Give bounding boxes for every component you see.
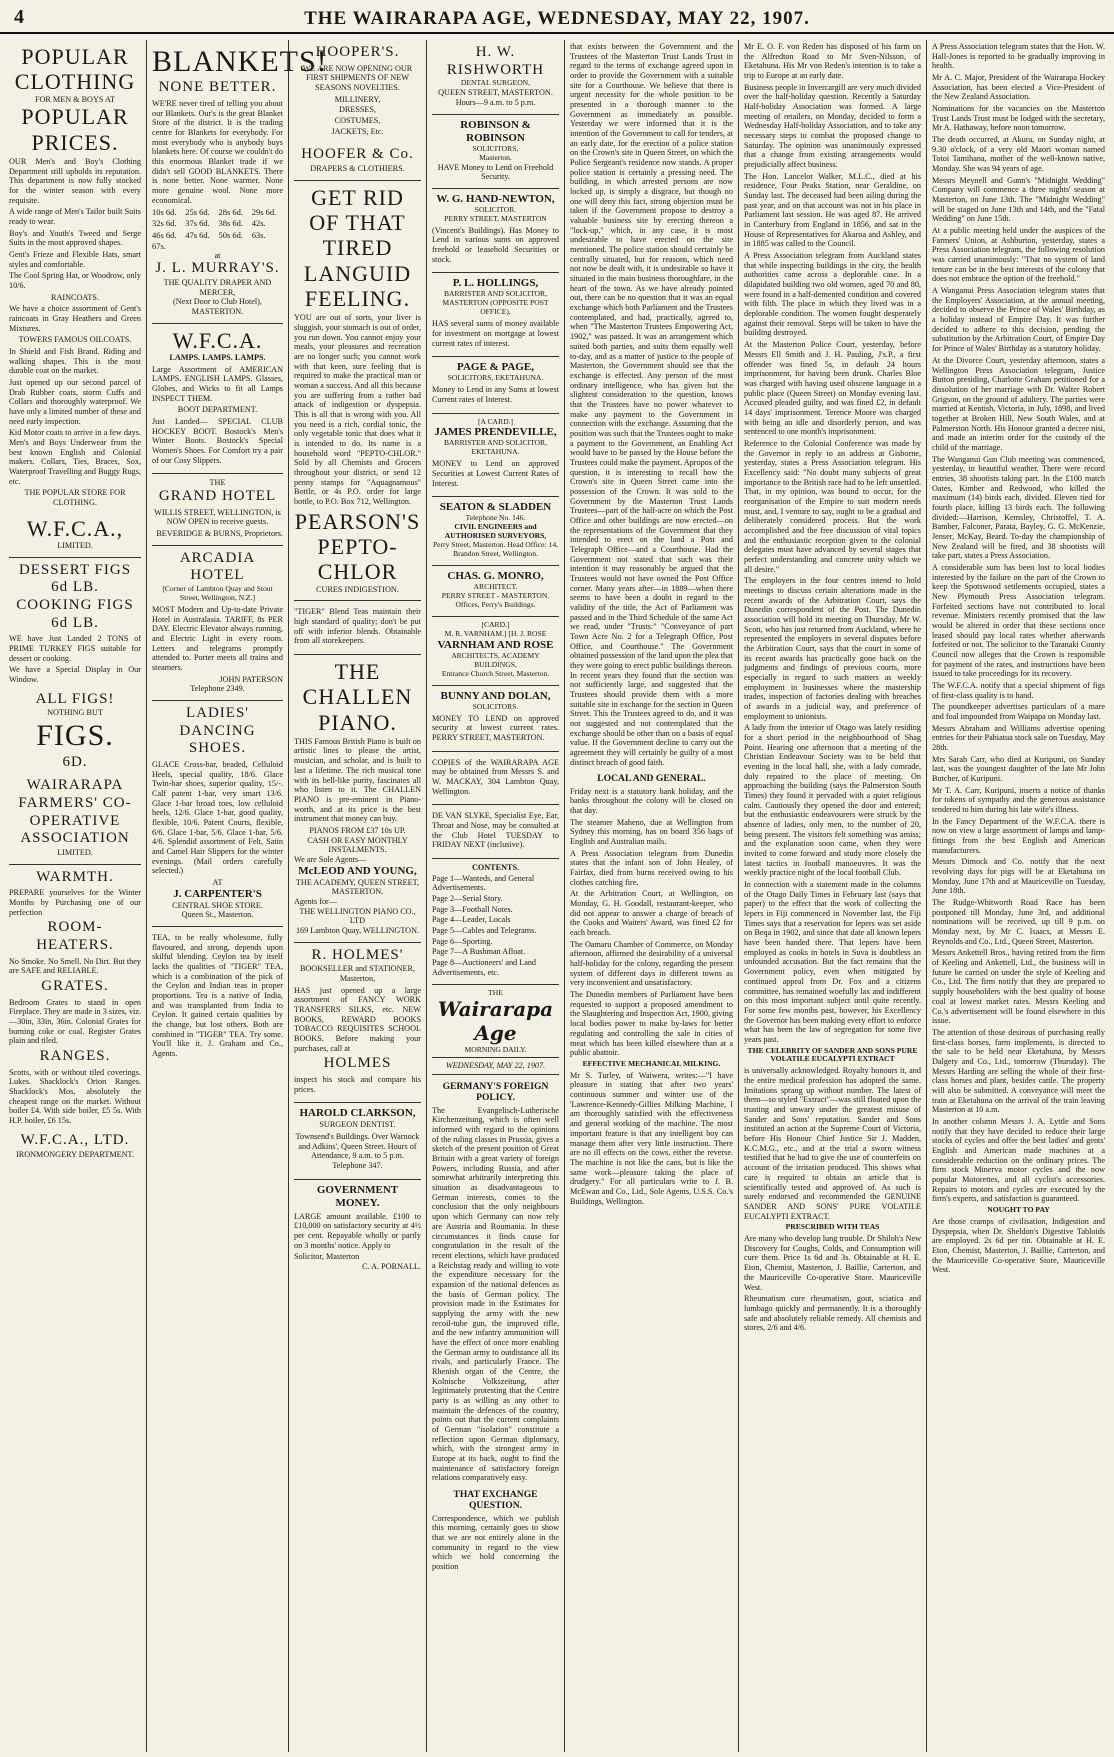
news-item: The Wanganui Gun Club meeting was commenced, yesterday, in beautiful weather. There were record entries, 38 shootists taking part. In the £100 match Oates, Kimber and Redwood, who killed the maximum (14) birds each, divided. Eleven tied for fourth place, killing 13 birds each. The following divided:—Harrison, Kemsley, Christoffel, T. A. Bamber, Falconer, Parata, Bayley, G. G. McKenzie, Jenser, McKay, Beard. To-day the championship of New Zealand will be fired, and 38 shootists will take part, states a Press Association. <box>932 454 1105 561</box>
news-item: A Wanganui Press Association telegram states that the Employers' Association, at the annual meeting, decided to observe the Prince of Wales' Birthday, as a holiday instead of Empire Day. It was further decided to adhere to this decision, pending the substitution by the Arbitration Court, of Empire Day for Prince of Wales' Birthday as a statutory holiday. <box>932 286 1105 354</box>
ad-heading: FIGS. <box>36 719 114 753</box>
news-item: Mr S. Turley, of Waiwera, writes:—"I have pleasure in stating that after two years' continuous summer and winter use of the 'Lawrence-Kennedy-Gillies Milking Machine, I am thoroughly satisfied with the effectiveness and general working of the machine. The most important feature is that any intelligent boy can manage them after very little instruction. There are no ill effects on the cows, either the reverse. The machine is not like the cans, but is like the same work—pleasure taking the place of drudgery." For all particulars write to J. B. McEwan and Co., Ltd., Sole Agents, U.S.S. Co.'s Buildings, Wellington. <box>570 1070 733 1206</box>
ad-heaters <box>9 865 141 1166</box>
ad-hoopers <box>294 40 421 181</box>
card-subheading: ARCHITECTS, ACADEMY BUILDINGS, <box>451 650 540 669</box>
card-subheading: BARRISTER AND SOLICITOR, <box>443 289 548 299</box>
price-list <box>152 207 283 250</box>
ad-figs <box>9 558 141 865</box>
list-item: MILLINERY, <box>334 94 381 104</box>
ad-price: 6d LB. <box>51 579 99 596</box>
card-address: MASTERTON (OPPOSITE POST OFFICE), <box>442 298 549 317</box>
card-subheading: SOLICITORS. <box>472 701 519 711</box>
ad-signature: JOHN PATERSON <box>219 674 283 684</box>
ad-signature: BEVERIDGE & BURNS, Proprietors. <box>156 528 283 538</box>
card-address: Masterton. <box>479 152 512 162</box>
list-item: DRESSES, <box>338 105 377 115</box>
contents-item: Page 7—A Bushman Afloat. <box>432 947 526 957</box>
card-names: M. R. VARNHAM.] [H. J. ROSE <box>444 628 547 638</box>
column-1 <box>4 40 146 1752</box>
masthead <box>0 4 1114 34</box>
ad-text: Gent's Frieze and Flexible Hats, smart styles and comfortable. <box>9 249 141 269</box>
notice-text: DE VAN SLYKE, Specialist Eye, Ear, Throat and Nose, may be consulted at the Club Hotel TUESDAY to FRIDAY NEXT (inclusive). <box>432 811 559 850</box>
card-heading: JAMES PRENDEVILLE, <box>434 426 557 439</box>
ad-text: MOST Modern and Up-to-date Private Hotel in Australasia. TARIFF, 8s PER DAY. Electric Elevator always running, and Electric Light in every room. Letters and telegrams promptly attended to. Porter meets all trains and steamers. <box>152 604 283 672</box>
ad-heading: McLEOD AND YOUNG, <box>298 864 417 877</box>
news-item: Are many who develop lung trouble. Dr Shiloh's New Discovery for Coughs, Colds, and Consumption will cure them. Price 1s 6d and 3s. Obtainable at H. E. Eton, Chemist, Masterton, J. Baillie, Carterton, and the Mauriceville Co-operative Store. Mauriceville West. <box>744 1234 921 1292</box>
news-item: In another column Messrs J. A. Lyttle and Sons notify that they have decided to reduce their large stocks of cycles and offer the best ladies' and gents' English and American made machines at a considerable reduction on the ordinary prices. The firm stock Minerva motor cycles and the now popular Motorettes, and all cyclist's accessories. Repairs to motors and cycles are executed by the firm's experts, and satisfaction is guaranteed. <box>932 1116 1105 1204</box>
price: 28s 6d. <box>218 207 244 218</box>
column-5 <box>564 40 738 1752</box>
list-item: JACKETS, Etc. <box>331 126 384 136</box>
ad-subheading: SURGEON DENTIST. <box>319 1120 396 1130</box>
ad-text: Large Assortment of AMERICAN LAMPS. ENGLISH LAMPS. Glasses, Globes, and Wicks to fit all Lamps INSPECT THEM. <box>152 364 283 403</box>
ad-heading: BLANKETS! <box>152 45 328 78</box>
column-4 <box>426 40 564 1752</box>
news-item: Mr E. O. F. von Reden has disposed of his farm on the Alfredton Road to Mr Sven-Nilsson, of Eketahuna. His Mr von Reden's intention is to take a trip to Europe at an early date. <box>744 42 921 81</box>
card-label: [A CARD.] <box>477 416 514 426</box>
news-item: Friday next is a statutory bank holiday, and the banks throughout the colony will be closed on that day. <box>570 786 733 816</box>
ad-clarkson <box>294 1103 421 1179</box>
ad-lamps <box>152 324 283 475</box>
card-address: PERRY STREET - MASTERTON. Offices, Perry's Buildings. <box>441 591 550 609</box>
ad-subheading: FOR MEN & BOYS AT <box>34 94 116 104</box>
ad-text: THIS Famous British Piano is built on artistic lines to please the artist, musician, and scholar, and is built to last a lifetime. The rich musical tone with its bell-like purity, fascinates all who listen to it. The CHALLEN PIANO is pre-eminent in Piano-worth, and at its price is the best instrument that money can buy. <box>294 736 421 824</box>
article-heading: LOCAL AND GENERAL. <box>597 773 706 785</box>
ad-text: TEA, to be really wholesome, fully flavoured, and strong, depends upon skilful blending. Ceylon tea by itself lacks the qualities of "TIGER" TEA, which is a combination of the pick of the Ceylon and Indian teas in proper proportions. Tea is a native of India, and was transplanted from India to Ceylon. It gained certain qualities by the change, but lost others. Both are combined in "TIGER" TEA. Try some. You'll like it. J. Graham and Co., Agents. <box>152 933 283 1059</box>
ad-heading: DESSERT FIGS <box>18 561 132 578</box>
news-item: The Oamaru Chamber of Commerce, on Monday afternoon, affirmed the desirability of a universal half-holiday for the colony, regarding the present system of different days in different towns as very inconvenient and unsatisfactory. <box>570 939 733 988</box>
ad-address: Masterton, <box>339 973 376 983</box>
ad-tiger-blend <box>294 601 421 655</box>
ad-blankets <box>152 40 328 324</box>
ad-text: at <box>214 250 221 260</box>
contents-item: Page 2—Serial Story. <box>432 894 503 903</box>
card-text: MONEY TO LEND on approved security at lowest current rates. PERRY STREET, MASTERTON. <box>432 713 559 742</box>
ad-heading: HOOPER'S. <box>315 44 400 60</box>
news-item: The Dunedin members of Parliament have been requested to support a proposed amendment to the Slaughtering and Inspection Act, 1900, giving local bodies power to make by-laws for better regulating and controlling the sale in cities of meat which has been killed elsewhere than at a public abattoir. <box>570 990 733 1058</box>
news-item: At the Divorce Court, yesterday afternoon, states a Wellington Press Association telegram, Justice Button presiding, Charlotte Graham petitioned for a dissolution of her marriage with Dr. Walter Robert Grigson, on the ground of adultery. The parties were married at Kentish, Victoria, in July, 1898, and lived together at Broken Hill, New South Wales, and at Palmerston North. His Honour granted a decree nisi, and made an interim order for the custody of the child of the marriage. <box>932 355 1105 452</box>
ad-heading: GET RID OF THAT TIRED LANGUID FEELING. <box>303 184 412 311</box>
ad-text: Just opened up our second parcel of Drab Rubber coats, storm Cuffs and Collars and thoroughly waterproof. We have only a limited number of these and need early inspection. <box>9 377 141 426</box>
news-item: Messrs Meynell and Gunn's "Midnight Wedding" Company will commence a three nights' season at Masterton, on June 13th. The "Midnight Wedding" will be staged on June 13th and 14th, and the "Fatal Wedding" on June 15th. <box>932 175 1105 224</box>
news-item: A Press Association telegram from Auckland states that while inspecting buildings in the city, the health authorities came across a deplorable case. In a dilapidated building two old women, aged 70 and 80, were found in a half-demented condition and covered with filth. The place in which they lived was in a deplorable condition. The women fought desperately against their removal. Steps will be taken to have the building destroyed. <box>744 251 921 338</box>
price: 25s 6d. <box>185 207 210 218</box>
ad-subheading: LAMPS. LAMPS. LAMPS. <box>169 352 266 362</box>
nameplate-title: Wairarapa Age <box>437 997 554 1045</box>
ad-heading: POPULAR CLOTHING <box>14 44 136 95</box>
ad-text: Townsend's Buildings. Over Warnock and Adkins', Queen Street. Hours of Attendance, 9 a.m. to 5 p.m. Telephone 347. <box>295 1131 420 1170</box>
ad-text: Boy's and Youth's Tweed and Serge Suits in the most approved shapes. <box>9 228 141 248</box>
ad-text: Just Landed— SPECIAL CLUB HOCKEY BOOT. Bostock's Men's Winter Boots. Bostock's Special Women's Shoes. For Comfort try a pair of our Cosy Slippers. <box>152 416 283 465</box>
card-text: Money to Lend in any Sums at lowest Current rates of Interest. <box>432 385 559 404</box>
card-subheading: DENTAL SURGEON, <box>460 78 531 88</box>
card-text: HAVE Money to Lend on Freehold Security. <box>437 162 554 182</box>
ad-challen-piano <box>294 655 421 943</box>
ad-heading: GRATES. <box>41 978 109 995</box>
news-item: A considerable sum has been lost to local bodies interested by the failure on the part of the Crown to keep the Spotswood settlements occupied, states a New Plymouth Press Association telegram. Forfeited sections have not contributed to local revenue. Ministers recently promised that the law would be altered in order that these sections once leased should pay local rates whether afterwards forfeited or not. The solicitor to the Taranaki County Council now alleges that the Crown is responsible for payment of the rates, and instructions have been issued to take proceedings for its recovery. <box>932 562 1105 679</box>
card-address: QUEEN STREET, MASTERTON. <box>438 88 553 98</box>
ad-text: We have a choice assortment of Gent's raincoats in Gray Heathers and Green Mixtures. <box>9 304 141 333</box>
ad-heading: WAIRARAPA FARMERS' CO-OPERATIVE ASSOCIATION <box>18 777 132 847</box>
ad-subheading: RAINCOATS. <box>51 292 99 302</box>
card-seaton-sladden <box>432 497 559 566</box>
card-subheading: SOLICITOR. <box>474 204 517 214</box>
notice-copies <box>432 752 559 806</box>
ad-subheading: THE QUALITY DRAPER AND MERCER, <box>163 277 272 297</box>
ad-heading: GOVERNMENT MONEY. <box>316 1183 399 1209</box>
ad-text: PREPARE yourselves for the Winter Months by Purchasing one of our perfection <box>9 888 141 917</box>
ad-heading: HOOFER & Co. <box>301 146 414 163</box>
ad-tiger-tea <box>152 927 283 1067</box>
ad-popular-clothing <box>9 40 141 558</box>
news-item: Are those cramps of civilisation, Indigestion and Dyspepsia, when Dr. Sheldon's Digestive Tabloids are employed. 2s 6d per tin. Obtainable at H. E. Eton, Chemist, Masterton, J. Baillie, Carterton, and the Mauriceville Co-operative Store, Mauriceville West. <box>932 1216 1105 1275</box>
news-item: A lady from the interior of Otago was lately residing for a short period in the neighbourhood of Shag Point. Hearing one afternoon that a meeting of the Christian Endeavour Society was to be held that evening in the local hall, she, with a lady comrade, duly repaired to the place of meeting. On approaching the building (says the Palmerston South Times) they found it pervaded with a quiet religious calm. Cautiously they opened the door and entered; but the enthusiastic endeavourers were struck by the absence of ladies, only men, to the number of 20, being present. The visitors felt something was amiss; and the explanation soon came, when they were invited to come forward and study more closely the latest tactics in football manoeuvres. It was the weekly practice night of the local football Club. <box>744 723 921 878</box>
ad-heading: HAROLD CLARKSON, <box>299 1107 416 1120</box>
contents-item: Page 3—Football Notes. <box>432 904 513 914</box>
card-varnham-rose <box>432 617 559 686</box>
price: 42s. <box>251 218 266 229</box>
news-item: At the Masterton Police Court, yesterday, before Messrs Ell Smith and J. H. Pauling, J's.P., a first offender was fined 5s, in default 24 hours imprisonment, for having been drunk. Charles Bloe was charged with having used obscene language in a public place (Queen Street) on Monday evening last. Accused pleaded guilty, and was fined £2, in default 14 days' imprisonment. Terence Moore was charged with being an idle and disorderly person, and was sentenced to one month's imprisonment. <box>744 340 921 437</box>
ad-grand-hotel <box>152 474 283 545</box>
news-item: Rheumatism cure rheumatism, gout, sciatica and lumbago quickly and permanently. It is a thoroughly safe and absolutely reliable remedy. All chemists and stores, 2/6 and 4/6. <box>744 1294 921 1333</box>
article-text: Correspondence, which we publish this morning, certainly goes to show that we are not entirely alone in the community in regard to the view which we hold concerning the position <box>432 1513 559 1571</box>
ad-text: CASH OR EASY MONTHLY INSTALMENTS. <box>307 835 408 855</box>
ad-heading: ARCADIA HOTEL <box>179 549 256 584</box>
ad-heading: W.F.C.A. <box>172 327 263 353</box>
news-item: Nominations for the vacancies on the Masterton Trust Lands Trust must be lodged with the secretary, Mr A. Hathaway, before noon tomorrow. <box>932 104 1105 133</box>
ad-text: WE ARE NOW OPENING OUR FIRST SHIPMENTS OF NEW SEASONS NOVELTIES. <box>302 63 413 93</box>
ad-heading: ROOM-HEATERS. <box>36 919 114 954</box>
notice-text: COPIES of the WAIRARAPA AGE may be obtained from Messrs S. and W. MACKAY, 304 Lambton Quay, Wellington. <box>432 757 559 796</box>
contents-item: Page 8—Auctioneers' and Land Advertisements, etc. <box>432 958 537 977</box>
ad-text: Solicitor, Masterton <box>294 1252 360 1262</box>
ad-text: OUR Men's and Boy's Clothing Department still upholds its reputation. This department is now fully stocked for the winter season with every requisite. <box>9 156 141 205</box>
news-item: The steamer Maheno, due at Wellington from Sydney this morning, has on board 356 bags of English and Australian mails. <box>570 817 733 847</box>
list-item: COSTUMES, <box>334 116 381 126</box>
news-item: The W.F.C.A. notify that a special shipment of figs of first-class quality is to hand. <box>932 681 1105 700</box>
ad-heading: HOLMES <box>323 1055 392 1072</box>
ad-address: 169 Lambton Quay, WELLINGTON. <box>295 925 420 935</box>
ad-price: 6D. <box>62 753 88 770</box>
card-hand-newton <box>432 189 559 274</box>
card-subheading: BARRISTER AND SOLICITOR, EKETAHUNA. <box>443 438 548 457</box>
news-item: Messrs Dimock and Co. notify that the next revolving days for pigs will be at Eketahuna on Monday, June 17th and at Mauriceville on Tuesday, June 18th. <box>932 857 1105 896</box>
news-item: Mr T. A. Carr, Kuripuni, inserts a notice of thanks for tokens of sympathy and the generous assistance tendered to him during his late wife's illness. <box>932 785 1105 815</box>
ad-tagline: THE POPULAR STORE FOR CLOTHING. <box>24 488 126 508</box>
card-text: (Vincent's Buildings). Has Money to Lend in various sums on approved freehold or leasehold Securities or stock. <box>432 225 559 264</box>
ad-arcadia-hotel <box>152 546 283 701</box>
ad-text: inspect his stock and compare his prices. <box>294 1074 421 1094</box>
news-item: Reference to the Colonial Conference was made by the Governor in reply to an address at Gisborne, yesterday, states a Press Association telegram. His Excellency said: "No doubt many subjects of great importance to the British race had to be left unsettled. That, in my opinion, was bound to occur, for the reorganisation of the Empire to suit modern needs must, and, I venture to say, ought to be a gradual and deliberately considered process. But the work accomplished and the free discussion of vital topics and the enthusiastic reception given to the colonial delegates must have advanced by several stages that perfect understanding and concrete unity which we all desire." <box>744 438 921 574</box>
ad-government-money <box>294 1180 421 1278</box>
card-heading: PAGE & PAGE, <box>457 361 534 374</box>
ad-text: AT <box>212 878 223 888</box>
ad-heading: GRAND HOTEL <box>158 487 277 504</box>
column-3 <box>288 40 426 1752</box>
ad-heading: J. L. MURRAY'S. <box>155 260 280 277</box>
ad-subheading: BOOKSELLER and STATIONER, <box>299 964 416 974</box>
price: 29s 6d. <box>251 207 277 218</box>
news-item: The poundkeeper advertises particulars of a mare and foal impounded from Waipapa on Monday last. <box>932 702 1105 722</box>
card-address: Perry Street, Masterton. Head Office: 14, Brandon Street, Wellington. <box>432 540 559 559</box>
ad-heading: PEARSON'S PEPTO-CHLOR <box>294 508 421 585</box>
ad-subheading: THE WELLINGTON PIANO CO., LTD <box>299 906 416 926</box>
contents-item: Page 4—Leader, Locals <box>432 915 511 925</box>
ad-text: Scotts, with or without tiled coverings. Lukes. Shacklock's Orion Ranges. Shacklock's Mos, absolutely the cheapest range on the market. Without boiler £4. With side boiler, £5 5s. With H.P. boiler, £6 15s. <box>9 1067 141 1126</box>
card-address: Entrance Church Street, Masterton. <box>441 668 550 678</box>
card-text: HAS several sums of money available for investment on mortgage at lowest current rates of interest. <box>432 319 559 348</box>
article-heading: GERMANY'S FOREIGN POLICY. <box>442 1081 549 1104</box>
card-text: Hours—9 a.m. to 5 p.m. <box>455 98 536 107</box>
dateline: WEDNESDAY, MAY 22, 1907. <box>445 1061 546 1071</box>
card-heading: W. G. HAND-NEWTON, <box>436 192 555 205</box>
ad-text: WE have Just Landed 2 TONS of PRIME TURKEY FIGS suitable for dessert or cooking. <box>9 634 141 663</box>
ad-subheading: LIMITED. <box>57 541 93 550</box>
ad-text: WE'RE never tired of telling you about our Blankets. Our's is the great Blanket Store of the district. It is the trading centre for Blankets for everybody. For most everybody who is anybody buys blankets here. Of course we couldn't do this enormous Blanket trade if we didn't sell GOOD BLANKETS. There is none better. None warmer. None more genuine wool. None more economical. <box>152 99 283 205</box>
ad-subheading: CURES INDIGESTION. <box>316 584 399 594</box>
news-item: The Hon. Lancelot Walker, M.L.C., died at his residence, Four Peaks Station, near Geraldine, on Sunday last. The deceased had been ailing during the past year, and on that account was not in his place in Parliament last session. He was aged 87. He arrived in Canterbury from England in 1856, and sat in the House of Representatives for Akaroa and Ashley, and in 1885 was called to the Council. <box>744 171 921 249</box>
price: 37s 6d. <box>185 218 210 229</box>
ad-price: PIANOS FROM £37 10s UP. <box>309 825 406 835</box>
news-subheading: THE CELEBRITY OF SANDER AND SONS PURE VOLATILE EUCALYPTI EXTRACT <box>747 1045 918 1064</box>
card-prendeville <box>432 414 559 498</box>
news-item: The attention of those desirous of purchasing really first-class horses, farm implements, is directed to the sale to be held near Eketahuna, by Messrs Dalgety and Co., Ltd., tomorrow (Thursday). The Messrs Harding are selling the whole of their first-class horses and plant, besides cattle. The property will also be submitted. A conveyance will meet the train at Eketahuna on the arrival of the train leaving Masterton at 10 a.m. <box>932 1027 1105 1115</box>
ad-signature: C. A. PORNALL. <box>362 1261 421 1271</box>
contents-list <box>432 874 559 978</box>
news-item: Messrs Ankettell Bros., having retired from the firm of Keeling and Ankettell, Ltd., the business will in future be carried on under the style of Keeling and Co., Ltd. The firm notify that they are prepared to supply householders with the best quality of house coal at lowest market rates. Messrs Keeling and Co.'s advertisement will be found elsewhere in this issue. <box>932 948 1105 1026</box>
card-text: MONEY to Lend on approved Securities at Lowest Current Rates of Interest. <box>432 459 559 488</box>
price: 67s. <box>152 240 166 251</box>
news-item: At a public meeting held under the auspices of the Farmers' Union, at Ashburton, yesterday, states a Press Association telegram, the following resolution was carried unanimously: "That no system of land tenure can be in the best interests of the colony that does not embrace the option of the freehold." <box>932 226 1105 284</box>
ad-subheading: IRONMONGERY DEPARTMENT. <box>16 1149 134 1159</box>
card-heading: SEATON & SLADDEN <box>439 501 552 514</box>
card-page-page <box>432 357 559 413</box>
card-rishworth <box>432 40 559 115</box>
news-item: Mrs Sarah Carr, who died at Kuripuni, on Sunday last, was the youngest daughter of the late Mr John Butcher, of Kuripuni. <box>932 754 1105 784</box>
price: 63s. <box>251 229 266 240</box>
column-7 <box>926 40 1110 1752</box>
price: 10s 6d. <box>152 207 177 218</box>
ad-phone: Telephone 2349. <box>190 684 245 694</box>
card-subheading: SOLICITORS, EKETAHUNA. <box>447 373 544 383</box>
article-text: The Evangelisch-Lutherische Kirchenzeitung, which is often well informed with regard to the opinions of the ruling classes in Prussia, gives a sketch of the present position of Great Britain with a great variety of foreign Powers, including Russia, and after somewhat arbitrarily interpreting this situation as disadvantageous to German interests, comes to the conclusion that the only neighbours upon which Germany can now rely are Austria and Roumania. In these circumstances it finds cause for congratulation in the result of the recent elections, which have produced a Reichstag ready and willing to vote the expenditure necessary for the expansion of the national defences as the basis of German policy. The provision made in the Estimates for supplying the army with the new recoil-tube gun, the improved rifle, and the new infantry ammunition will have the effect of once more enabling the German army to outdistance all its rivals, and particularly France. The Rhenish organ of the Centre, the Kolnische Volkszeitung, after legitimately protesting that the Centre party is as willing as any other to maintain the defences of the country, points out that the current complaints of German "isolation" constitute a reflection upon German diplomacy, which, with the strongest army in Europe at its back, ought to find the maintenance of satisfactory foreign relations comparatively easy. <box>432 1105 559 1483</box>
price: 38s 6d. <box>218 218 244 229</box>
ad-heading: J. CARPENTER'S <box>173 887 262 900</box>
ad-text: HAS just opened up a large assortment of FANCY WORK TRANSFERS SILKS, etc. NEW BOOKS, REWARD BOOKS TOBACCO REQUISITES SCHOOL BOOKS. Before making your purchases, call at <box>294 985 421 1053</box>
masthead-title: THE WAIRARAPA AGE, WEDNESDAY, MAY 22, 1907. <box>304 8 810 29</box>
ad-pepto-chlor <box>294 181 421 601</box>
ad-text: Bedroom Grates to stand in open Fireplace. They are made in 3 sizes, viz.—30in, 33in, 36in. Colonial Grates for burning coke or coal. Register Grates plain and tiled. <box>9 997 141 1046</box>
ad-list <box>294 95 421 137</box>
notice-van-slyke <box>432 805 559 859</box>
card-subheading: SOLICITORS, <box>472 143 519 153</box>
card-subheading: ARCHITECT. <box>473 582 518 592</box>
news-subheading: PRESCRIBED WITH TEAS <box>785 1222 880 1232</box>
article-text: that exists between the Government and the Trustees of the Masterton Trust Lands Trust in regard to the terms of exchange agreed upon in order to provide the Government with a suitable site for a Courthouse. We believe that there is urgent necessity for the whole position to be presented in a thorough manner to the Government as immediately as possible. Yesterday we were informed that it is the intention of the Government to call for tenders, at an early date, for the erection of a police station on the Crown's site in Queen Street, on which the Police Sergeant's residence now stands. A proper police station is certainly a pressing need. The building, in which arrested persons are now locked up, is simply a disgrace, but though no one will deny this fact, strong objection must be taken if the Government propose to destroy a valuable business site by erecting thereon a "lock-up," which, in any case, it is most undesirable to have erected on the site mentioned. The police station should certainly be centrally situated, but for reasons, which need not now be dealt with, it is undesirable so have it situated in the main business thoroughfare, in the heart of the town. As we have already pointed out, there can be no question that it was an equal exchange which both Parliament and the Trustees contemplated, and had, practically, agreed to, when "The Masterton Trustees Empowering Act, 1902," was passed. It was an arrangement which suited both parties, and suits them equally well to-day, and as a matter of justice to the people of Masterton, the Government should see that the exchange is effected. Any person of the most ordinary intelligence, who has given but the slightest consideration to the question, knows that the Trustees have no power whatever to make any payment to the Government in connection with the exchange. Assuming that the position was such that the Trustees ought to make a payment to the Government, an Enabling Act would have to be passed by the House before the Trustees could make the payment. Apropos of the question, it is interesting to recall how the Crown's site in Queen Street came into the possession of the Crown. It was sold to the Government by the Masterton Trust Lands Trustees—part of the half-acre on which the Post Office and other buildings are now erected—on the representations of the Government that they intended to erect on the land a Post and Telegraph Office—and a Courthouse. Had the Government not stated that such was their intention it may reasonably be argued that the Trustees would not have owned the Post Office corner. Many years after—in 1889—when there seems to have been a doubt in regard to the validity of the title, the Act of Parliament was passed and in the Third Schedule of the same Act we read, under "Trusts:" "Conveyance of part Town Acre No. 2 for a Telegraph Office, Post Office, and Courthouse." The Government obtained possession of the land upon the plea that they were going to erect public buildings thereon. In recent years they found that the section was not sufficiently large, and suggested that the Trustees should provide them with a more suitable site in exchange for the section in Queen Street. This the Trustees agreed to do, and it was not suggested and not contemplated that the exchange should be other than on a basis of equal value. If the Government decline to carry out the agreement they will certainly be guilty of a most distinct breach of good faith. <box>570 42 733 767</box>
card-heading: BUNNY AND DOLAN, <box>440 689 551 702</box>
news-item: The death occurred, at Akura, on Sunday night, at 9.30 o'clock, of a very old Maori woman named Totoi Tamihana, mother of the well-known native, Monday. She was 94 years of age. <box>932 135 1105 174</box>
ad-subheading: TOWERS FAMOUS OILCOATS. <box>18 335 132 345</box>
news-item: At the Arbitration Court, at Wellington, on Monday, G. H. Goodall, restaurant-keeper, who did not appear to answer a charge of breach of the Cooks and Waiters' Award, was fined £2 for each breach. <box>570 889 733 938</box>
news-subheading: EFFECTIVE MECHANICAL MILKING. <box>582 1058 721 1068</box>
contents-item: Page 1—Wanteds, and General Advertisements. <box>432 873 535 893</box>
page-number: 4 <box>14 6 24 28</box>
contents-item: Page 5—Cables and Telegrams. <box>432 926 537 936</box>
ad-heading: W.F.C.A., <box>26 515 124 541</box>
contents-box <box>432 859 559 985</box>
ad-text: THE <box>209 478 226 488</box>
ad-text: YOU are out of sorts, your liver is sluggish, your stomach is out of order, you run down. You cannot enjoy your meals, your pleasures and recreation are no longer such; you cannot work with that keen, sure feeling that is required to make the practical man or woman a success. And all this because you are suffering from a rather bad attack of indigestion or dyspepsia. This is all that is wrong with you. All you need is a rich, cordial tonic, the only vegetable tonic that does what it is intended to do. Its name is a household word "PEPTO-CHLOR." Sold by all Chemists and Grocers throughout your district, or send 12 penny stamps for "Aquagnamous" Bottle, or 4s P.O. order for large bottle, to P.O. Box 712, Wellington. <box>294 313 421 506</box>
ad-text: We are Sole Agents— <box>294 854 367 864</box>
ad-heading: POPULAR PRICES. <box>21 104 129 155</box>
ad-address: (Next Door to Club Hotel), MASTERTON. <box>173 297 262 316</box>
ad-address: Queen St., Masterton. <box>181 910 254 920</box>
card-monro <box>432 566 559 617</box>
news-item: Business people in Invercargill are very much divided over the half-holiday question. Recently a Saturday Half-holiday Association was formed. A large meeting of retailers, on Monday, decided to form a Wednesday Half-holiday Association, and to take any necessary steps to combat the proposed change to Saturday. The opinion was unanimously expressed that a change from existing arrangements would prejudicially affect business. <box>744 82 921 170</box>
card-heading: VARNHAM AND ROSE <box>437 638 554 651</box>
ad-holmes <box>294 943 421 1104</box>
news-item: Messrs Abraham and Williams advertise opening entries for their Pahiatua stock sale on Tuesday, May 28th. <box>932 723 1105 753</box>
ad-subheading: BOOT DEPARTMENT. <box>177 405 258 415</box>
ad-text: GLACE Cross-bar, beaded, Celluloid Heels, special quality, 18/6. Glace Twin-bar shoes, superior quality, 15/-. Calf patent 1-bar, very smart 13/6. Glace 1-bar broad toes, low celluloid heels, 12/6. Glace 1-bar, good quality, flexible, 10/6. Patent Courts, flexible, 6/6. Glace 1-bar, 5/6. Glace 1-bar, 5/6. 4/6. Splendid assortment of Felt, Satin and Camel Hair Slippers for the winter evenings. (Mail orders carefully selected.) <box>152 760 283 876</box>
ad-subheading: DRAPERS & CLOTHIERS. <box>310 164 405 174</box>
ad-text: "TIGER" Blend Teas maintain their high standard of quality; don't be put off with inferior blends. Obtainable from all storekeepers. <box>294 607 421 646</box>
news-item: A Press Association telegram states that the Hon. W. Hall-Jones is reported to be gradually improving in health. <box>932 42 1105 71</box>
news-item: A Press Association telegram from Dunedin states that the infant son of John Healey, of Fairfax, died from burns received owing to his clothes catching fire. <box>570 848 733 887</box>
ad-text: In Shield and Fish Brand. Riding and walking shapes. This is the most durable coat on the market. <box>9 346 141 376</box>
ad-text: Agents for— <box>294 896 337 906</box>
card-bunny-dolan <box>432 686 559 752</box>
card-robinson <box>432 115 559 189</box>
ad-heading: RANGES. <box>39 1048 111 1065</box>
news-item: is universally acknowledged. Royalty honours it, and the entire medical profession has adopted the same. Imitations sprang up without number. The latest of them—so styled "Extract"—was still floated upon the trusting and unwary under the greatest misuse of Sander and Sons' reputation. Sander and Sons instituted an action at the Supreme Court of Victoria, before His Honour Chief Justice Sir J. Madden, K.C.M.G., etc., and at the trial a sworn witness testified that he had to give the use of counterfeits on account of the irritation produced. This shows what care is required to obtain an article that is scientifically tested and approved of. As such is surely endorsed and recommended the GENUINE SANDER AND SONS' PURE VOLATILE EUCALYPTI EXTRACT. <box>744 1066 921 1221</box>
ad-subheading: NOTHING BUT <box>47 708 103 718</box>
price: 50s 6d. <box>218 229 244 240</box>
price: 46s 6d. <box>152 229 177 240</box>
ad-heading: ALL FIGS! <box>35 690 115 707</box>
news-item: The Rudge-Whitworth Road Race has been postponed till Monday, June 3rd, and additional nominations will be received, up till 9 p.m. on Monday next, by Mr C. Isaacs, at Messrs E. Reynolds and Co., Ltd., Queen Street, Masterton. <box>932 898 1105 946</box>
card-heading: P. L. HOLLINGS, <box>452 277 539 290</box>
ad-heading: WARMTH. <box>36 868 114 885</box>
card-heading: CHAS. G. MONRO, <box>447 570 544 583</box>
ad-subheading: CENTRAL SHOE STORE. <box>172 900 263 910</box>
news-item: The employers in the four centres intend to hold meetings to discuss certain alterations made in the recent awards of the Arbitration Court, says the Dunedin correspondent of the Post. The Dunedin association will hold its meeting on Thursday. Mr W. Scott, who has just returned from Auckland, where he represented the employers in several disputes before the Arbitration Court, says that the court in some of its recent awards has practically gone back on the judgments and findings of previous courts, more especially in regard to such matters as weekly employment in businesses where the mastership trades, inspection of factories dealing with breaches of awards in a judicial way, and preference of employment to unionists. <box>744 576 921 721</box>
card-subheading: CIVIL ENGINEERS and AUTHORISED SURVEYORS, <box>444 522 547 541</box>
ad-price: 6d LB. <box>51 614 99 631</box>
ad-text: The Cool Spring Hat, or Woodrow, only 10/6. <box>9 271 141 290</box>
ad-heading: W.F.C.A., LTD. <box>20 1131 130 1148</box>
contents-heading: CONTENTS. <box>471 862 520 872</box>
nameplate-the: THE <box>488 988 503 998</box>
card-heading: ROBINSON & ROBINSON <box>460 118 531 144</box>
nameplate-subtitle: MORNING DAILY. <box>464 1044 527 1054</box>
ad-text: We have a Special Display in Our Window. <box>9 665 141 685</box>
ad-text: A wide range of Men's Tailor built Suits ready to wear. <box>9 207 141 226</box>
card-hollings <box>432 273 559 357</box>
ad-address: [Corner of Lambton Quay and Stout Street, Wellington, N.Z.] <box>162 584 273 602</box>
card-phone: Telephone No. 146. <box>465 513 526 523</box>
ad-text: Kid Motor coats to arrive in a few days. Men's and Boys Underwear from the best known English and Colonial makers. Collars, Ties, Braces, Sox, Waterproof Travelling and Buggy Rugs, etc. <box>9 428 141 486</box>
paper-nameplate <box>432 985 559 1579</box>
ad-subheading: NONE BETTER. <box>158 79 277 96</box>
ad-text: LARGE amount available. £100 to £10,000 on satisfactory security at 4½ per cent. Repayable wholly or partly on 3 months' notice. Apply to <box>294 1211 421 1250</box>
ad-address: THE ACADEMY, QUEEN STREET, MASTERTON. <box>295 877 420 897</box>
contents-item: Page 6—Sporting. <box>432 936 493 946</box>
price: 47s 6d. <box>185 229 210 240</box>
ad-heading: THE CHALLEN PIANO. <box>302 658 413 735</box>
ad-heading: LADIES' DANCING SHOES. <box>179 704 256 757</box>
price: 32s 6d. <box>152 218 177 229</box>
card-heading: H. W. RISHWORTH <box>446 44 545 78</box>
ad-text: No Smoke. No Smell. No Dirt. But they are SAFE and RELIABLE. <box>9 956 141 976</box>
article-heading: THAT EXCHANGE QUESTION. <box>453 1488 538 1512</box>
column-6 <box>738 40 926 1752</box>
news-item: In connection with a statement made in the columns of the Otago Daily Times in February last (says that paper) to the effect that the work of collecting the lepers in Fiji commenced in November last, the Fiji Times says that a reservation for lepers was set aside on Beqa in 1902, and since that date all known lepers have been handed there. That lepers have been employed as cooks in hotels in Suva is doubtless an unfounded accusation. But the fact remains that the Government policy, even when mitigated by continued appeal from Dr. Fox and a citizens committee, has remained woefully lax and indifferent on this most important subject until quite recently. For some few months past, however, his Excellency the Governor has been making every effort to enforce what has been the law of segregation for some five years past. <box>744 880 921 1044</box>
card-address: PERRY STREET, MASTERTON <box>444 213 547 223</box>
ad-heading: COOKING FIGS <box>16 597 134 614</box>
news-item: In the Fancy Department of the W.F.C.A. there is now on view a large assortment of lamps and lamp-fittings from the best English and American manufacturers. <box>932 816 1105 855</box>
card-label: [CARD.] <box>481 619 510 629</box>
news-item: Mr A. C. Major, President of the Wairarapa Hockey Association, has been elected a Vice-President of the New Zealand Association. <box>932 73 1105 102</box>
news-subheading: NOUGHT TO PAY <box>987 1204 1050 1214</box>
ad-heading: R. HOLMES' <box>311 946 404 963</box>
ad-text: WILLIS STREET, WELLINGTON, is NOW OPEN to receive guests. <box>154 507 281 527</box>
ad-subheading: LIMITED. <box>57 847 93 857</box>
ad-dancing-shoes <box>152 701 283 927</box>
